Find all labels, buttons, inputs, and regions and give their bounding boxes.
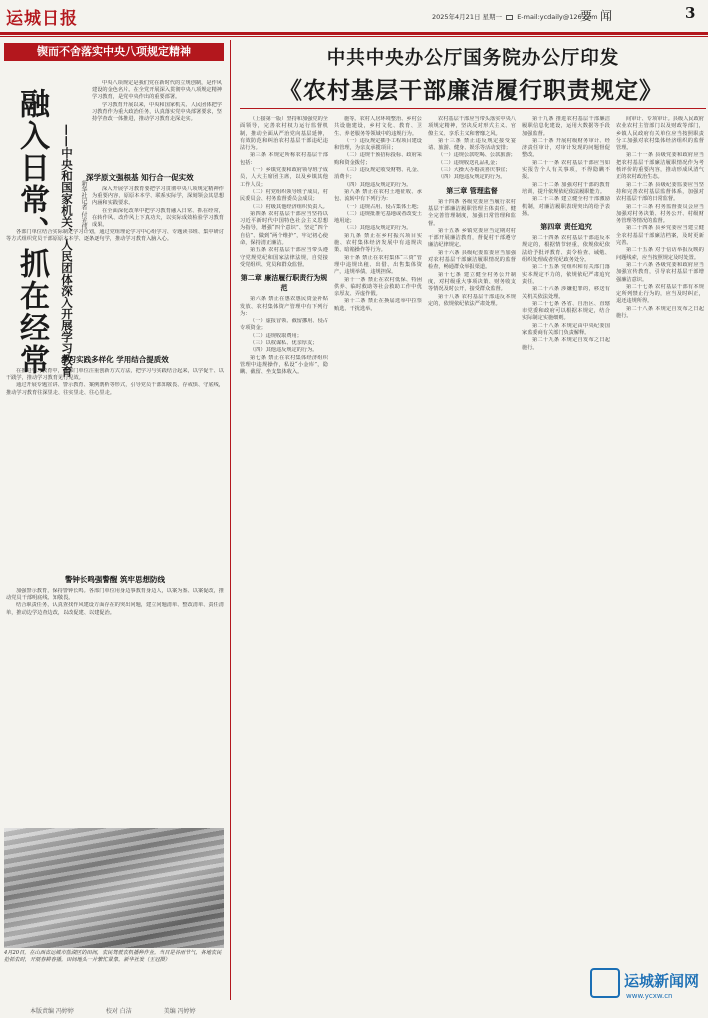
news-photo — [4, 828, 224, 948]
paragraph: （二）违规批准宅基地或者改变土地用途； — [334, 210, 422, 225]
masthead — [0, 0, 708, 36]
email-address: E-mail:ycdaily@126.com — [517, 13, 598, 21]
paragraph: 第二十五条 党组织和有关部门落实本规定不力的，依规依纪严肃追究责任。 — [522, 264, 610, 285]
paragraph: 第二十二条 县级纪委监委应当坚持和完善农村基层监督体系，加强对农村基层干部的日常监督。 — [616, 181, 704, 203]
paragraph: 第二十一条 县级党委和政府应当把农村基层干部廉洁履职情况作为考核评价的重要内容，推动形成风清气正的农村政治生态。 — [616, 152, 704, 181]
paragraph: （三）其他违反规定的行为。 — [344, 225, 412, 232]
paragraph: 在全面深化改革中把学习教育融入日常、抓在经常，在转作风、改作风上下真功夫，以实际成效检验学习教育成果。 — [92, 207, 224, 229]
section-name: 要闻 — [580, 9, 621, 23]
footer-design: 美编 冯婷婷 — [163, 1008, 196, 1015]
paragraph: 农村基层干部应当带头落实中央八项规定精神，坚决反对形式主义、官僚主义、享乐主义和奢靡之风。 — [428, 116, 516, 137]
paragraph: 在推进学习教育中，各部门单位注重创新方式方法，把学习与实践结合起来，以学促干、以干践学，推动学习教育见行见效。 — [6, 368, 224, 382]
paragraph: 第十三条 禁止违反规定接受宴请、旅游、健身、娱乐等活动安排； — [428, 137, 516, 152]
paragraph: 各部门单位结合实际制定学习计划，通过党组理论学习中心组学习、专题读书班、集中研讨等方式组织党员干部原原本本学、逐条逐句学，推动学习教育入脑入心。 — [6, 229, 224, 243]
column-banner: 锲而不舍落实中央八项规定精神 — [4, 43, 224, 61]
paragraph: （三）违反规定收受财物、礼金、消费卡； — [334, 167, 422, 181]
paragraph: 第七条 禁止在农村集体经济组织管理中违规操作，私设“小金库”，隐瞒、截留、坐支集体收入。 — [240, 354, 328, 376]
issue-date: 2025年4月21日 — [432, 13, 481, 21]
paragraph: （二）违规收送礼品礼金； — [438, 159, 501, 166]
column-divider — [230, 40, 231, 1000]
paragraph: 第二十六条 各级党委和政府应当加强宣传教育，引导农村基层干部增强廉洁意识。 — [616, 261, 704, 283]
newspaper-logo: 运城日报 — [6, 9, 78, 29]
paragraph: 第二十八条 本规定自发布之日起施行。 — [616, 305, 704, 320]
paragraph: 第九条 禁止在乡村振兴项目实施、农村集体经济发展中有违规决策、暗箱操作等行为。 — [334, 232, 422, 254]
paragraph: 第四条 农村基层干部应当坚持以习近平新时代中国特色社会主义思想为指导，增强“四个意识”、坚定“四个自信”、做到“两个维护”，牢记初心使命，保持清正廉洁。 — [240, 210, 328, 247]
paragraph: 第二十四条 农村基层干部违反本规定的，根据情节轻重，依规依纪依法给予批评教育、责令检查、诫勉、组织处理或者党纪政务处分。 — [522, 235, 610, 264]
paragraph: 第二十三条 村务监督委员会应当加强对村务决策、村务公开、村级财务管理等情况的监督。 — [616, 203, 704, 225]
paragraph: （二）违规收取费用； — [250, 332, 302, 339]
paragraph: 第二十三条 建立健全村干部激励机制，对廉洁履职表现突出的给予表扬。 — [522, 196, 610, 217]
paragraph: 第二十九条 本规定自发布之日起施行。 — [522, 337, 610, 351]
lead-text — [92, 80, 222, 123]
dateline — [432, 12, 598, 21]
paragraph: 第二十一条 农村基层干部应当如实报告个人有关事项，不得隐瞒不报。 — [522, 159, 610, 181]
paragraph: （四）其他违反规定的行为。 — [438, 174, 506, 181]
paragraph: 第十四条 各级党委应当履行农村基层干部廉洁履职管理主体责任，健全完善管理制度，加强日常管理和监督。 — [428, 198, 516, 227]
paragraph: 第十九条 推进农村基层干部廉洁履职信息化建设，运用大数据等手段加强监督。 — [522, 116, 610, 137]
paragraph: 加强警示教育，保持警钟长鸣。各部门单位用身边事教育身边人，以案为鉴、以案促改，推动党员干部明底线、知敬畏。 — [6, 588, 224, 602]
paragraph: 第二十八条 本规定由中央纪委国家监委商有关部门负责解释。 — [522, 322, 610, 337]
footer-editor: 本版责编 冯婷婷 — [30, 1008, 74, 1015]
paragraph: （四）其他违反规定的行为。 — [250, 347, 318, 354]
paragraph: （一）违反规定插手工程项目建设和管理，为亲友承揽项目； — [334, 137, 422, 152]
paragraph: 结合职责任务，认真查找作风建设方面存在的突出问题，建立问题清单、整改清单、责任清单，推动边学边查边改，以改促建、以建促治。 — [6, 602, 224, 616]
chapter-heading: 第二章 廉洁履行职责行为规范 — [240, 274, 328, 293]
paragraph: 第三条 本规定所称农村基层干部包括： — [240, 152, 328, 166]
section-block — [6, 168, 224, 244]
issue-weekday: 星期一 — [482, 13, 503, 21]
photo-field-rows — [4, 828, 224, 948]
paragraph: （一）乡镇党委和政府领导班子成员，人大主席团主席，以及乡镇其他工作人员； — [240, 167, 328, 188]
site-name: 运城新闻网 — [624, 972, 700, 990]
paragraph: 第十八条 农村基层干部违反本规定的，依规依纪依法严肃处理。 — [428, 293, 516, 307]
lead-paragraph: 中央八项规定是我们党在新时代的立规创制，是作风建设的金色名片。在全党开展深入贯彻中央八项规定精神学习教育，是党中央作出的重要部署。 — [92, 80, 222, 101]
site-logo-icon — [590, 968, 620, 998]
paragraph: 第十七条 建立健全村务公开制度，对村级重大事项决策、财务收支等情况及时公开，接受群众监督。 — [428, 271, 516, 293]
paragraph: 第二十五条 对于信访举报反映的问题线索，应当按照规定及时处置。 — [616, 247, 704, 261]
paragraph: 第五条 农村基层干部应当带头遵守党规党纪和国家法律法规，自觉接受党组织、党员和群众监督。 — [240, 247, 328, 268]
text-column-1 — [240, 116, 328, 976]
paragraph: （二）村党组织领导班子成员，村民委员会、村务监督委员会成员； — [240, 188, 328, 203]
byline: 新华社记者 付光伟 — [80, 180, 87, 230]
text-column-5 — [616, 116, 704, 966]
paragraph: 第八条 禁止在农村土地征收、承包、流转中有下列行为： — [334, 188, 422, 203]
paragraph: （二）违规干预招标投标、政府采购和资金拨付； — [334, 152, 422, 166]
section-heading: 学习实践多样化 学用结合提质效 — [61, 355, 169, 364]
paragraph: 第十六条 县级纪委监委应当加强对农村基层干部廉洁履职情况的监督检查，畅通群众举报渠道。 — [428, 249, 516, 271]
headline-rule — [240, 108, 706, 109]
paragraph: 第二十六条 涉嫌犯罪的，移送有关机关依法处理。 — [522, 286, 610, 300]
paragraph: 施等。农村人居环境整治、乡村公共设施建设，乡村文化、教育、卫生、养老服务等领域中的违规行为。 — [334, 116, 422, 137]
main-headline-line2: 《农村基层干部廉洁履行职责规定》 — [279, 78, 663, 104]
paragraph: （三）以权谋私、优亲厚友； — [250, 340, 318, 347]
text-column-4 — [522, 116, 610, 976]
paragraph: （一）虚报冒领、截留挪用、侵占专项资金； — [240, 318, 328, 332]
paragraph: 间审计、专项审计。县级人民政府农业农村主管部门以及财政等部门，乡镇人民政府有关单位应当按照职责分工加强对农村集体经济组织的监督管理。 — [616, 116, 704, 152]
paragraph: 第二十七条 各省、自治区、直辖市党委和政府可以根据本规定，结合实际制定实施细则。 — [522, 300, 610, 322]
paragraph: 第二十四条 县乡党委应当建立健全农村基层干部廉洁档案，及时更新完善。 — [616, 225, 704, 247]
page-number: 3 — [685, 4, 696, 22]
article-subtitle: ——中央和国家机关、人民团体深入开展学习教育 — [60, 124, 74, 377]
paragraph: 第十一条 禁止在农村低保、特困供养、临时救助等社会救助工作中优亲厚友、弄虚作假。 — [334, 276, 422, 298]
photo-caption: 4月20日，在山西省运城市盐湖区的田间，农民驾驶农机播种作业。当日是谷雨节气，各地农民抢抓农时，开展春耕春播，田间地头一片繁忙景象。新华社发（王冠摄） — [4, 950, 222, 963]
paragraph: 第六条 禁止在惠农惠民资金补贴发放、农村集体资产管理中有下列行为： — [240, 296, 328, 317]
paragraph: 第十五条 乡镇党委应当定期对村干部开展廉洁教育，督促村干部遵守廉洁纪律规定。 — [428, 227, 516, 249]
page-footer — [0, 1006, 708, 1018]
paragraph: 第十二条 禁止在换届选举中拉票贿选、干扰选举。 — [334, 298, 422, 312]
site-url: www.ycxw.cn — [626, 992, 673, 1000]
paragraph: （三）村级其他经济组织负责人。 — [250, 203, 328, 210]
main-headline-line1: 中共中央办公厅国务院办公厅印发 — [326, 48, 620, 69]
site-watermark — [590, 968, 706, 1008]
paragraph: （一）违规占用、侵占集体土地； — [344, 203, 422, 210]
section-block — [6, 350, 224, 397]
text-column-3 — [428, 116, 516, 976]
text-column-2 — [334, 116, 422, 976]
paragraph: 深入开展学习教育要把学习贯彻中央八项规定精神作为重要内容，原原本本学、联系实际学，深刻领会其思想内涵和实践要求。 — [92, 186, 224, 207]
paragraph: 第二十二条 加强对村干部的教育培训，提升依规依纪依法履职能力。 — [522, 181, 610, 195]
masthead-rule — [0, 32, 708, 35]
article-headline: 融入日常、抓在经常 — [14, 88, 49, 376]
paragraph: 第二十条 开展村级财务审计、经济责任审计，对审计发现的问题督促整改。 — [522, 137, 610, 159]
paragraph: 第二十七条 农村基层干部有本规定所列禁止行为的，应当及时纠正，退还违规所得。 — [616, 283, 704, 305]
paragraph: （一）违规公款吃喝、公款旅游； — [438, 152, 516, 159]
paragraph: 第十条 禁止在农村集体“三资”管理中违规出租、出借、出售集体资产，违规举债，违规担保。 — [334, 254, 422, 276]
lead-paragraph: 学习教育开展以来，中央和国家机关、人民团体把学习教育作为重大政治任务，认真落实党中央部署要求，坚持学查改一体推进，推动学习教育走深走实。 — [92, 101, 222, 123]
paragraph: 通过开展专题宣讲、警示教育、案例剖析等形式，引导党员干部知敬畏、存戒惧、守底线，推动学习教育往深里走、往实里走、往心里走。 — [6, 382, 224, 396]
section-heading: 警钟长鸣强警醒 筑牢思想防线 — [64, 575, 166, 584]
paragraph: （上接第一版）坚持和加强党的全面领导，完善农村权力运行监督机制，推动全面从严治党向基层延伸，有效防范和纠治农村基层干部违纪违法行为。 — [240, 116, 328, 152]
section-block — [6, 570, 224, 617]
section-heading: 深学原文强根基 知行合一促实效 — [86, 173, 194, 182]
footer-proof: 校对 白洁 — [105, 1008, 132, 1015]
chapter-heading: 第四章 责任追究 — [540, 223, 592, 232]
paragraph: （三）大操大办婚丧喜庆事宜； — [438, 167, 511, 174]
masthead-rule-thin — [0, 36, 708, 37]
chapter-heading: 第三章 管理监督 — [446, 186, 498, 195]
email-icon — [506, 15, 513, 20]
paragraph: （四）其他违反规定的行为。 — [344, 181, 412, 188]
